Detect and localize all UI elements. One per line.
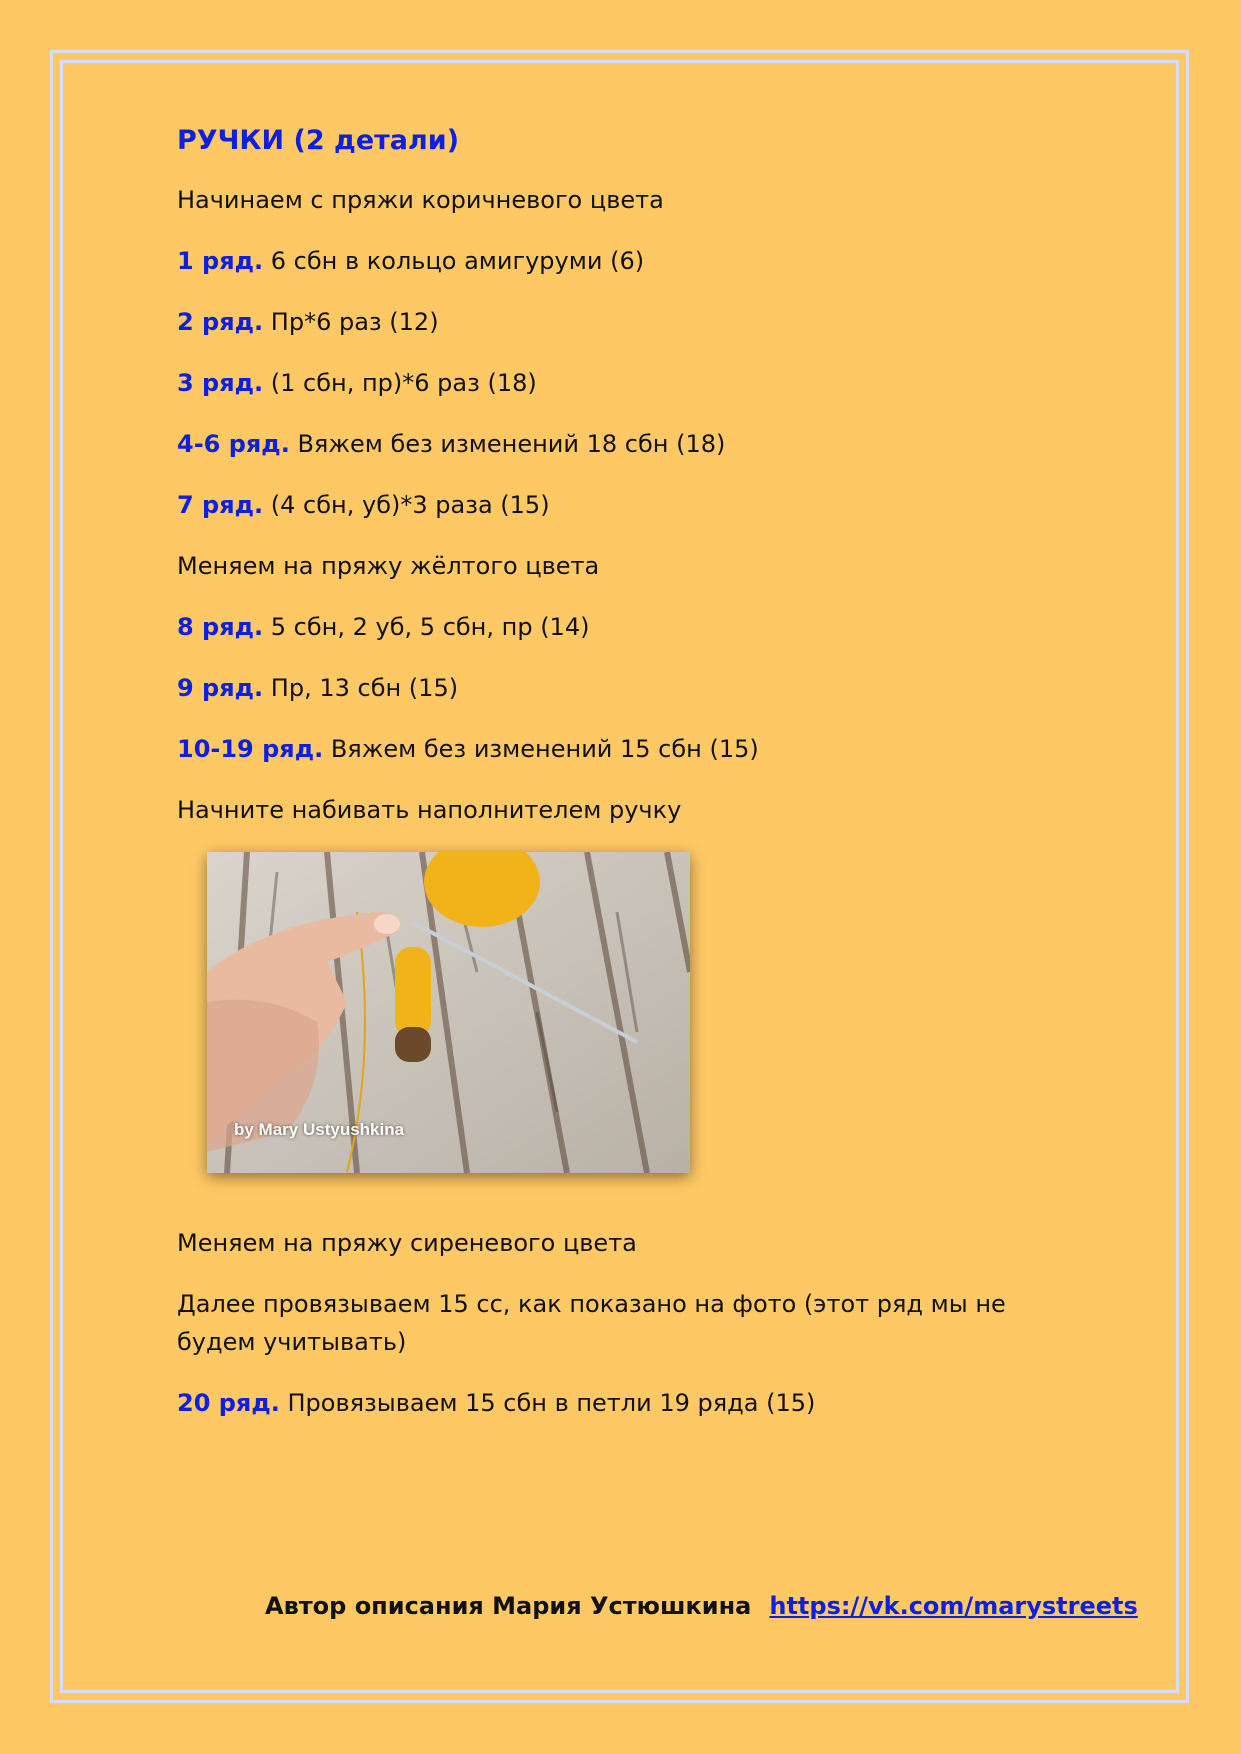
row-line (177, 425, 1077, 463)
row-line (177, 608, 1077, 646)
row-text: Вяжем без изменений 18 сбн (18) (289, 430, 726, 458)
stuffing-note: Начните набивать наполнителем ручку (177, 796, 682, 824)
row-text: (4 сбн, уб)*3 раза (15) (263, 491, 550, 519)
chain-note: Далее провязываем 15 сс, как показано на фото (этот ряд мы не будем учитывать) (177, 1290, 1006, 1356)
footer (265, 1592, 1165, 1620)
author-link[interactable]: https://vk.com/marystreets (769, 1592, 1138, 1620)
row-text: Пр*6 раз (12) (263, 308, 439, 336)
row-line (177, 730, 1077, 768)
row-line (177, 486, 1077, 524)
row-line (177, 303, 1077, 341)
row-label: 7 ряд. (177, 491, 264, 519)
row-label: 9 ряд. (177, 674, 264, 702)
row-label: 8 ряд. (177, 613, 264, 641)
row-line (177, 364, 1077, 402)
row-line (177, 669, 1077, 707)
row-line (177, 242, 1077, 280)
author-credit: Автор описания Мария Устюшкина (265, 1592, 752, 1620)
row-text: Вяжем без изменений 15 сбн (15) (323, 735, 759, 763)
section-heading: РУЧКИ (2 детали) (177, 125, 460, 156)
row-label: 20 ряд. (177, 1389, 280, 1417)
document-body (177, 118, 1077, 1445)
row-text: Провязываем 15 сбн в петли 19 ряда (15) (279, 1389, 816, 1417)
row-text: 6 сбн в кольцо амигуруми (6) (263, 247, 645, 275)
photo-watermark: by Mary Ustyushkina (234, 1120, 405, 1139)
color-change-lilac: Меняем на пряжу сиреневого цвета (177, 1229, 637, 1257)
row-label: 3 ряд. (177, 369, 264, 397)
row-label: 4-6 ряд. (177, 430, 290, 458)
row-label: 2 ряд. (177, 308, 264, 336)
row-label: 1 ряд. (177, 247, 264, 275)
row-text: Пр, 13 сбн (15) (263, 674, 459, 702)
row-label: 10-19 ряд. (177, 735, 324, 763)
row-text: 5 сбн, 2 уб, 5 сбн, пр (14) (263, 613, 590, 641)
row-line (177, 1384, 1077, 1422)
crochet-photo (207, 852, 690, 1173)
intro-line: Начинаем с пряжи коричневого цвета (177, 186, 664, 214)
color-change-yellow: Меняем на пряжу жёлтого цвета (177, 552, 600, 580)
row-text: (1 сбн, пр)*6 раз (18) (263, 369, 537, 397)
